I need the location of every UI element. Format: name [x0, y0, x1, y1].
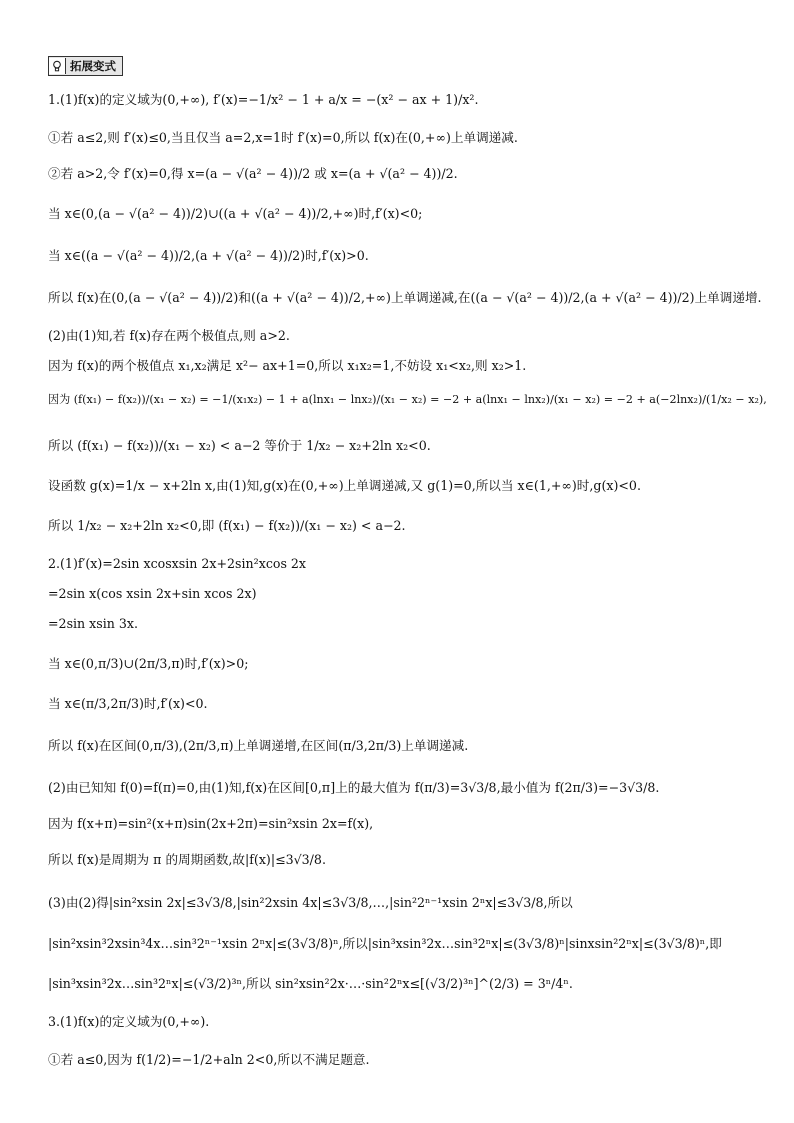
solution-line: ①若 a≤0,因为 f(1/2)=−1/2+aln 2<0,所以不满足题意.: [48, 1052, 370, 1067]
solution-line: (2)由已知知 f(0)=f(π)=0,由(1)知,f(x)在区间[0,π]上的最大值为 f(π/3)=3√3/8,最小值为 f(2π/3)=−3√3/8.: [48, 780, 660, 795]
solution-line: 当 x∈(0,(a − √(a² − 4))/2)∪((a + √(a² − 4))/2,+∞)时,f′(x)<0;: [48, 206, 423, 221]
solution-line: |sin³xsin³2x…sin³2ⁿx|≤(√3/2)³ⁿ,所以 sin²xsin²2x·…·sin²2ⁿx≤[(√3/2)³ⁿ]^(2/3) = 3ⁿ/4ⁿ.: [48, 976, 573, 991]
solution-line: ①若 a≤2,则 f′(x)≤0,当且仅当 a=2,x=1时 f′(x)=0,所以 f(x)在(0,+∞)上单调递减.: [48, 130, 518, 145]
solution-line: =2sin xsin 3x.: [48, 616, 138, 631]
section-badge-label: 拓展变式: [70, 59, 116, 73]
solution-line: 3.(1)f(x)的定义域为(0,+∞).: [48, 1014, 210, 1029]
solution-line: 当 x∈((a − √(a² − 4))/2,(a + √(a² − 4))/2)时,f′(x)>0.: [48, 248, 369, 263]
solution-line: 当 x∈(0,π/3)∪(2π/3,π)时,f′(x)>0;: [48, 656, 249, 671]
solution-line: =2sin x(cos xsin 2x+sin xcos 2x): [48, 586, 257, 601]
solution-line: ②若 a>2,令 f′(x)=0,得 x=(a − √(a² − 4))/2 或 x=(a + √(a² − 4))/2.: [48, 166, 458, 181]
solution-line: 因为 (f(x₁) − f(x₂))/(x₁ − x₂) = −1/(x₁x₂) − 1 + a(lnx₁ − lnx₂)/(x₁ − x₂) = −2 + a(lnx₁ − lnx₂)/(x₁ − x₂) = −2 + a(−2lnx₂)/(1/x₂ − x₂),: [48, 393, 767, 406]
solution-line: 所以 f(x)是周期为 π 的周期函数,故|f(x)|≤3√3/8.: [48, 852, 326, 867]
solution-line: 设函数 g(x)=1/x − x+2ln x,由(1)知,g(x)在(0,+∞)上单调递减,又 g(1)=0,所以当 x∈(1,+∞)时,g(x)<0.: [48, 478, 641, 493]
solution-line: 因为 f(x+π)=sin²(x+π)sin(2x+2π)=sin²xsin 2x=f(x),: [48, 816, 374, 831]
solution-line: 所以 f(x)在(0,(a − √(a² − 4))/2)和((a + √(a² − 4))/2,+∞)上单调递减,在((a − √(a² − 4))/2,(a + √(a² − 4))/2)上单调递增.: [48, 290, 762, 305]
section-badge: [48, 56, 123, 76]
solution-line: (2)由(1)知,若 f(x)存在两个极值点,则 a>2.: [48, 328, 290, 343]
solution-line: 2.(1)f′(x)=2sin xcosxsin 2x+2sin²xcos 2x: [48, 556, 307, 571]
solution-line: 1.(1)f(x)的定义域为(0,+∞), f′(x)=−1/x² − 1 + a/x = −(x² − ax + 1)/x².: [48, 92, 479, 107]
solution-line: 所以 f(x)在区间(0,π/3),(2π/3,π)上单调递增,在区间(π/3,2π/3)上单调递减.: [48, 738, 469, 753]
solution-line: 当 x∈(π/3,2π/3)时,f′(x)<0.: [48, 696, 208, 711]
solution-line: 所以 1/x₂ − x₂+2ln x₂<0,即 (f(x₁) − f(x₂))/(x₁ − x₂) < a−2.: [48, 518, 406, 533]
solution-line: (3)由(2)得|sin²xsin 2x|≤3√3/8,|sin²2xsin 4x|≤3√3/8,…,|sin²2ⁿ⁻¹xsin 2ⁿx|≤3√3/8,所以: [48, 895, 573, 910]
solution-line: |sin²xsin³2xsin³4x…sin³2ⁿ⁻¹xsin 2ⁿx|≤(3√3/8)ⁿ,所以|sin³xsin³2x…sin³2ⁿx|≤(3√3/8)ⁿ|sinxsin²2ⁿx|≤(3√3/8)ⁿ,即: [48, 936, 722, 951]
solution-line: 因为 f(x)的两个极值点 x₁,x₂满足 x²− ax+1=0,所以 x₁x₂=1,不妨设 x₁<x₂,则 x₂>1.: [48, 358, 527, 373]
solution-line: 所以 (f(x₁) − f(x₂))/(x₁ − x₂) < a−2 等价于 1/x₂ − x₂+2ln x₂<0.: [48, 438, 431, 453]
lightbulb-icon: [49, 58, 66, 74]
